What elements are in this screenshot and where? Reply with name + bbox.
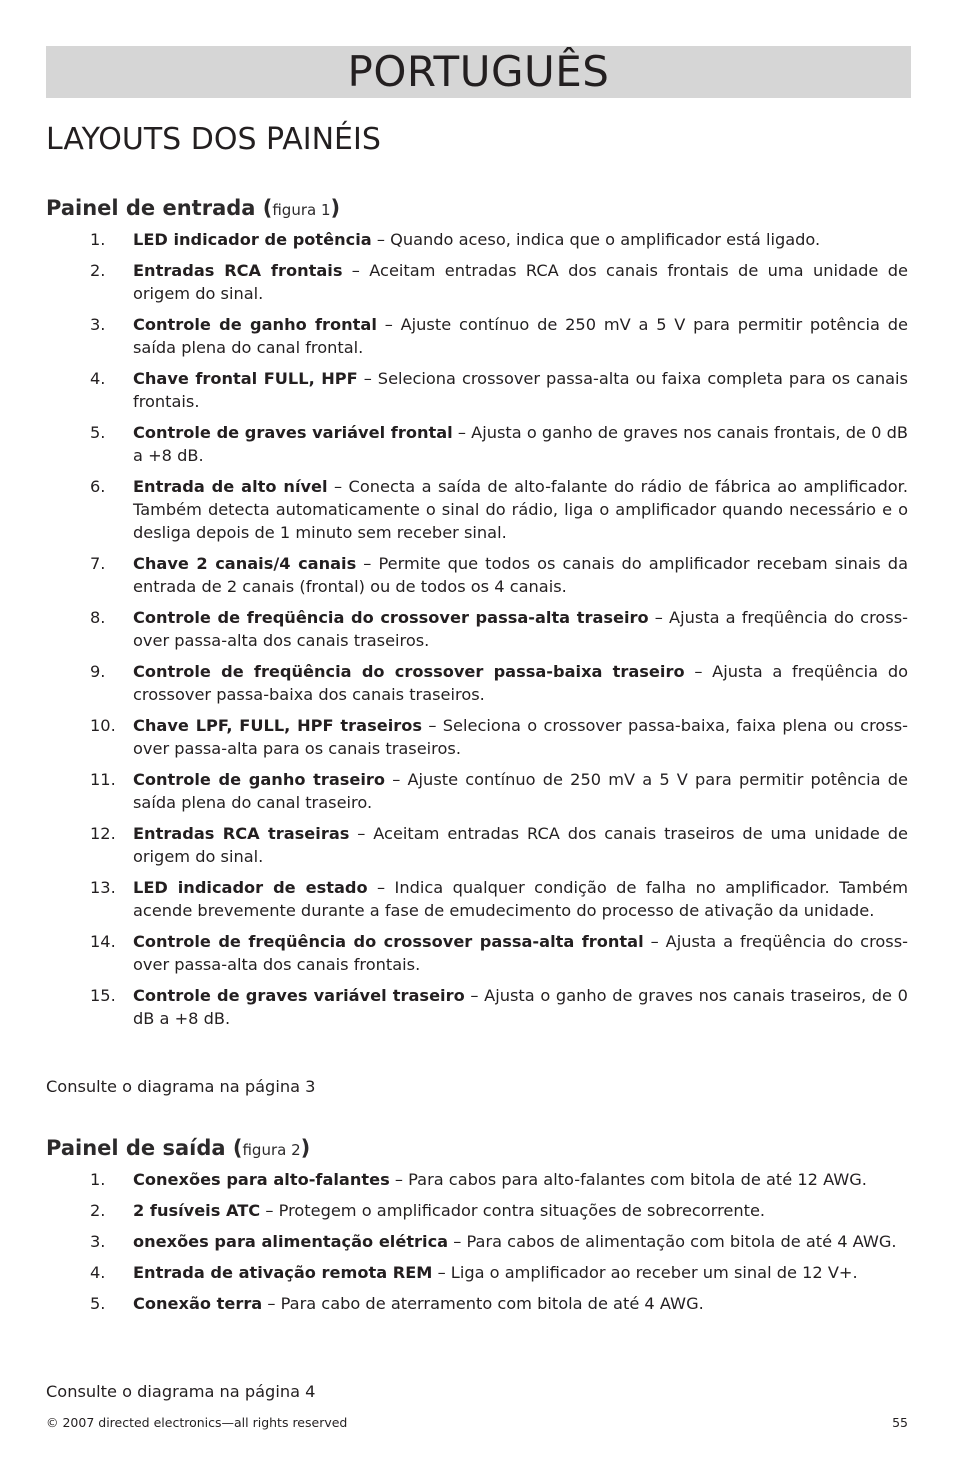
item-description: – Ajusta o ganho de graves nos canais traseiros, de 0 dB a +8 dB. xyxy=(133,986,908,1028)
item-number: 6. xyxy=(90,477,106,496)
item-term: Entradas RCA traseiras xyxy=(133,824,350,843)
input-panel-note: Consulte o diagrama na página 3 xyxy=(46,1077,316,1096)
item-number: 5. xyxy=(90,1294,106,1313)
item-description: – Indica qualquer condição de falha no amplificador. Também acende brevemente durante a fase de emudecimento do processo de ativação da unidade. xyxy=(133,878,908,920)
item-number: 3. xyxy=(90,1232,106,1251)
output-panel-note: Consulte o diagrama na página 4 xyxy=(46,1382,316,1401)
list-item xyxy=(46,259,908,305)
list-item xyxy=(46,421,908,467)
item-number: 11. xyxy=(90,770,116,789)
item-description: – Quando aceso, indica que o amplificador está ligado. xyxy=(371,230,821,249)
item-term: Controle de freqüência do crossover passa-alta traseiro xyxy=(133,608,649,627)
item-description: – Seleciona o crossover passa-baixa, faixa plena ou crossover passa-alta para os canais traseiros. xyxy=(133,716,908,758)
footer-copyright: © 2007 directed electronics—all rights reserved xyxy=(46,1415,348,1430)
section-title: LAYOUTS DOS PAINÉIS xyxy=(46,122,381,157)
item-number: 13. xyxy=(90,878,116,897)
item-number: 8. xyxy=(90,608,106,627)
list-item xyxy=(46,313,908,359)
item-number: 2. xyxy=(90,261,106,280)
list-item xyxy=(46,768,908,814)
item-term: Chave frontal FULL, HPF xyxy=(133,369,358,388)
item-number: 5. xyxy=(90,423,106,442)
item-term: Conexão terra xyxy=(133,1294,263,1313)
list-item xyxy=(46,228,908,251)
input-panel-heading-text: Painel de entrada ( xyxy=(46,196,273,220)
item-term: Conexões para alto-falantes xyxy=(133,1170,390,1189)
item-description: – Permite que todos os canais do amplificador recebam sinais da entrada de 2 canais (frontal) ou de todos os 4 canais. xyxy=(133,554,908,596)
footer-page-number: 55 xyxy=(892,1415,908,1430)
item-description: – Aceitam entradas RCA dos canais traseiros de uma unidade de origem do sinal. xyxy=(133,824,908,866)
list-item xyxy=(46,984,908,1030)
item-number: 4. xyxy=(90,1263,106,1282)
list-item xyxy=(46,876,908,922)
output-panel-heading xyxy=(46,1135,310,1163)
item-term: onexões para alimentação elétrica xyxy=(133,1232,449,1251)
item-term: LED indicador de estado xyxy=(133,878,368,897)
item-term: Controle de freqüência do crossover passa-alta frontal xyxy=(133,932,644,951)
item-description: – Para cabo de aterramento com bitola de até 4 AWG. xyxy=(262,1294,704,1313)
item-description: – Para cabos de alimentação com bitola de até 4 AWG. xyxy=(448,1232,897,1251)
list-item xyxy=(46,1199,908,1222)
item-number: 3. xyxy=(90,315,106,334)
item-description: – Protegem o amplificador contra situações de sobrecorrente. xyxy=(260,1201,766,1220)
item-term: Entradas RCA frontais xyxy=(133,261,343,280)
list-item xyxy=(46,1261,908,1284)
item-description: – Ajuste contínuo de 250 mV a 5 V para permitir potência de saída plena do canal frontal. xyxy=(133,315,908,357)
list-item xyxy=(46,1230,908,1253)
item-number: 12. xyxy=(90,824,116,843)
item-number: 1. xyxy=(90,1170,106,1189)
input-panel-heading xyxy=(46,195,340,223)
item-term: Controle de graves variável traseiro xyxy=(133,986,465,1005)
list-item xyxy=(46,1168,908,1191)
item-term: Entrada de alto nível xyxy=(133,477,328,496)
item-description: – Ajusta a freqüência do crossover passa-baixa dos canais traseiros. xyxy=(133,662,909,704)
item-term: Chave LPF, FULL, HPF traseiros xyxy=(133,716,422,735)
list-item xyxy=(46,367,908,413)
output-panel-list xyxy=(46,1168,908,1323)
item-term: Chave 2 canais/4 canais xyxy=(133,554,357,573)
item-description: – Liga o amplificador ao receber um sinal de 12 V+. xyxy=(432,1263,858,1282)
list-item xyxy=(46,822,908,868)
item-description: – Ajusta a freqüência do crossover passa-alta dos canais frontais. xyxy=(133,932,908,974)
item-number: 14. xyxy=(90,932,116,951)
item-term: Controle de freqüência do crossover passa-baixa traseiro xyxy=(133,662,685,681)
output-panel-heading-text: Painel de saída ( xyxy=(46,1136,243,1160)
page-title: PORTUGUÊS xyxy=(347,47,610,96)
item-description: – Ajusta o ganho de graves nos canais frontais, de 0 dB a +8 dB. xyxy=(133,423,908,465)
input-panel-heading-close: ) xyxy=(330,196,341,220)
item-term: LED indicador de potência xyxy=(133,230,372,249)
list-item xyxy=(46,606,908,652)
item-term: Controle de ganho frontal xyxy=(133,315,377,334)
item-term: Controle de graves variável frontal xyxy=(133,423,453,442)
list-item xyxy=(46,660,908,706)
list-item xyxy=(46,552,908,598)
output-panel-heading-close: ) xyxy=(300,1136,311,1160)
title-banner xyxy=(46,46,911,98)
item-number: 15. xyxy=(90,986,116,1005)
list-item xyxy=(46,714,908,760)
input-panel-figure-ref: figura 1 xyxy=(272,201,331,219)
item-description: – Ajuste contínuo de 250 mV a 5 V para permitir potência de saída plena do canal traseiro. xyxy=(133,770,908,812)
list-item xyxy=(46,1292,908,1315)
item-description: – Seleciona crossover passa-alta ou faixa completa para os canais frontais. xyxy=(133,369,908,411)
item-number: 9. xyxy=(90,662,106,681)
item-number: 1. xyxy=(90,230,106,249)
list-item xyxy=(46,930,908,976)
list-item xyxy=(46,475,908,544)
input-panel-list xyxy=(46,228,908,1038)
item-number: 10. xyxy=(90,716,116,735)
item-number: 7. xyxy=(90,554,106,573)
item-term: Entrada de ativação remota REM xyxy=(133,1263,433,1282)
item-number: 4. xyxy=(90,369,106,388)
item-description: – Conecta a saída de alto-falante do rádio de fábrica ao amplificador. Também detecta automaticamente o sinal do rádio, liga o amplificador quando necessário e o desliga depois de 1 minuto sem receber sinal. xyxy=(133,477,908,542)
item-description: – Ajusta a freqüência do crossover passa-alta dos canais traseiros. xyxy=(133,608,908,650)
output-panel-figure-ref: figura 2 xyxy=(242,1141,301,1159)
item-number: 2. xyxy=(90,1201,106,1220)
item-description: – Para cabos para alto-falantes com bitola de até 12 AWG. xyxy=(389,1170,867,1189)
item-term: 2 fusíveis ATC xyxy=(133,1201,261,1220)
item-description: – Aceitam entradas RCA dos canais frontais de uma unidade de origem do sinal. xyxy=(133,261,908,303)
item-term: Controle de ganho traseiro xyxy=(133,770,386,789)
